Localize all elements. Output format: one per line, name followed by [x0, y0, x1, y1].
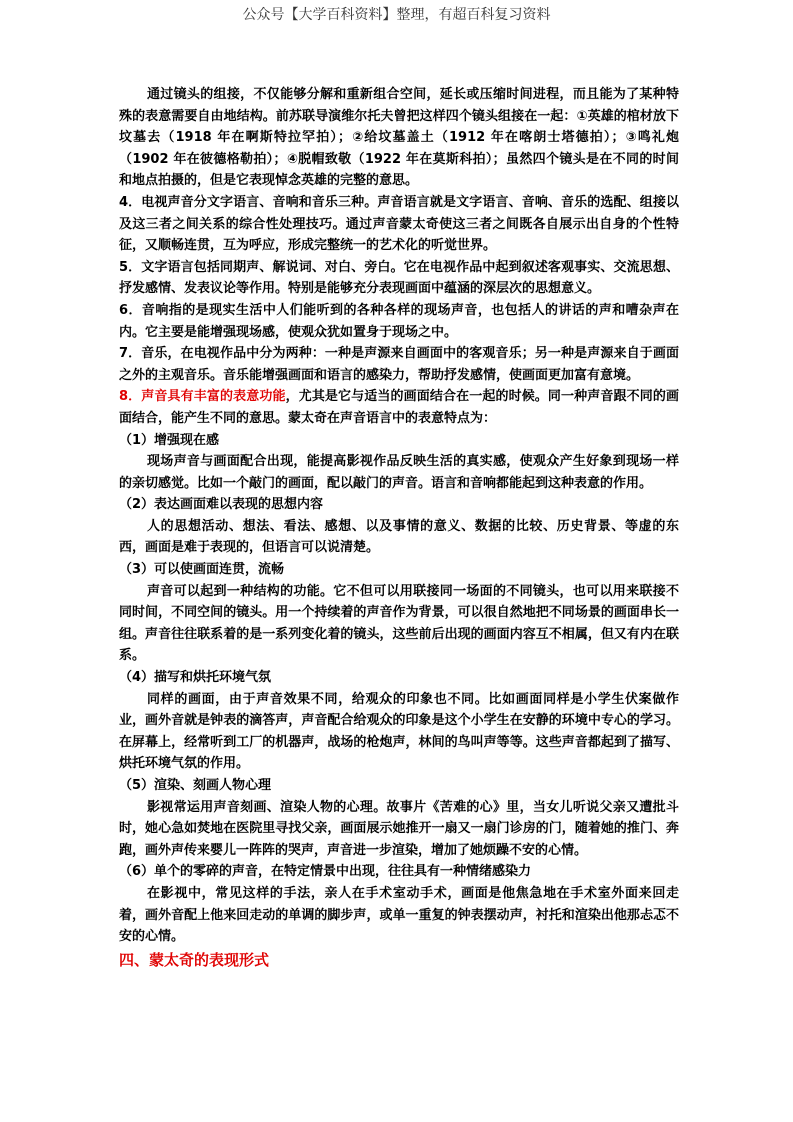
paragraph-6: 6．音响指的是现实生活中人们能听到的各种各样的现场声音，也包括人的讲话的声和嘈杂声在内。它主要是能增强现场感，使观众犹如置身于现场之中。 [119, 302, 679, 340]
subsection-4-title: （4）描写和烘托环境气氛 [119, 670, 272, 686]
paragraph-4: 4．电视声音分文字语言、音响和音乐三种。声音语言就是文字语言、音响、音乐的选配、组接以及这三者之间关系的综合性处理技巧。通过声音蒙太奇使这三者之间既各自展示出自身的个性特征，又顺畅连贯，互为呼应，形成完整统一的艺术化的听觉世界。 [119, 194, 679, 254]
subsection-5-body: 影视常运用声音刻画、渲染人物的心理。故事片《苦难的心》里，当女儿听说父亲又遭批斗时，她心急如焚地在医院里寻找父亲，画面展示她推开一扇又一扇门诊房的门，随着她的推门、奔跑，画外声传来婴儿一阵阵的哭声，声音进一步渲染，增加了她烦躁不安的心情。 [119, 799, 679, 858]
paragraph-8-text: ，尤其是它与适当的画面结合在一起的时候。同一种声音跟不同的画面结合，能产生不同的意思。蒙太奇在声音语言中的表意特点为： [119, 389, 679, 426]
subsection-2-title: （2）表达画面难以表现的思想内容 [119, 497, 324, 513]
subsection-6-title: （6）单个的零碎的声音，在特定情景中出现，往往具有一种情绪感染力 [119, 864, 532, 880]
section-heading: 四、蒙太奇的表现形式 [119, 950, 270, 969]
subsection-1-title: （1）增强现在感 [119, 432, 220, 448]
page-header: 公众号【大学百科资料】整理，有超百科复习资料 [242, 7, 551, 23]
paragraph-7: 7．音乐，在电视作品中分为两种：一种是声源来自画面中的客观音乐；另一种是声源来自于画面之外的主观音乐。音乐能增强画面和语言的感染力，帮助抒发感情，使画面更加富有意境。 [119, 346, 679, 383]
paragraph-5: 5．文字语言包括同期声、解说词、对白、旁白。它在电视作品中起到叙述客观事实、交流思想、抒发感情、发表议论等作用。特别是能够充分表现画面中蕴涵的深层次的思想意义。 [119, 259, 679, 297]
subsection-3-body: 声音可以起到一种结构的功能。它不但可以用联接同一场面的不同镜头，也可以用来联接不同时间，不同空间的镜头。用一个持续着的声音作为背景，可以很自然地把不同场景的画面串长一组。声音往往联系着的是一系列变化着的镜头，这些前后出现的画面内容互不相属，但又有内在联系。 [119, 583, 679, 664]
paragraph-intro: 通过镜头的组接，不仅能够分解和重新组合空间，延长或压缩时间进程，而且能为了某种特殊的表意需要自由地结构。前苏联导演维尔托夫曾把这样四个镜头组接在一起：①英雄的棺材放下坟墓去（1918 年在啊斯特拉罕拍）；②给坟墓盖土（1912 年在喀朗士塔德拍）；③鸣礼炮（1902 年在彼德格勒拍）；④脱帽致敬（1922 年在莫斯科拍）；虽然四个镜头是在不同的时间和地点拍摄的，但是它表现悼念英雄的完整的意思。 [119, 87, 679, 189]
subsection-2-body: 人的思想活动、想法、看法、感想、以及事情的意义、数据的比较、历史背景、等虚的东西，画面是难于表现的，但语言可以说清楚。 [119, 518, 679, 556]
paragraph-8 [119, 386, 679, 429]
paragraph-8-highlight: 8．声音具有丰富的表意功能 [119, 389, 286, 405]
subsection-5-title: （5）渲染、刻画人物心理 [119, 778, 272, 793]
subsection-3-title: （3）可以使画面连贯，流畅 [119, 562, 285, 578]
document-body [119, 84, 679, 971]
subsection-1-body: 现场声音与画面配合出现，能提高影视作品反映生活的真实感，使观众产生好象到现场一样的亲切感觉。比如一个敲门的画面，配以敲门的声音。语言和音响都能起到这种表意的作用。 [119, 454, 679, 491]
subsection-6-body: 在影视中，常见这样的手法，亲人在手术室动手术，画面是他焦急地在手术室外面来回走着，画外音配上他来回走动的单调的脚步声，或单一重复的钟表摆动声，衬托和渲染出他那忐忑不安的心情。 [119, 885, 679, 945]
subsection-4-body: 同样的画面，由于声音效果不同，给观众的印象也不同。比如画面同样是小学生伏案做作业，画外音就是钟表的滴答声，声音配合给观众的印象是这个小学生在安静的环境中专心的学习。在屏幕上，经常听到工厂的机器声，战场的枪炮声，林间的鸟叫声等等。这些声音都起到了描写、烘托环境气氛的作用。 [119, 691, 679, 772]
